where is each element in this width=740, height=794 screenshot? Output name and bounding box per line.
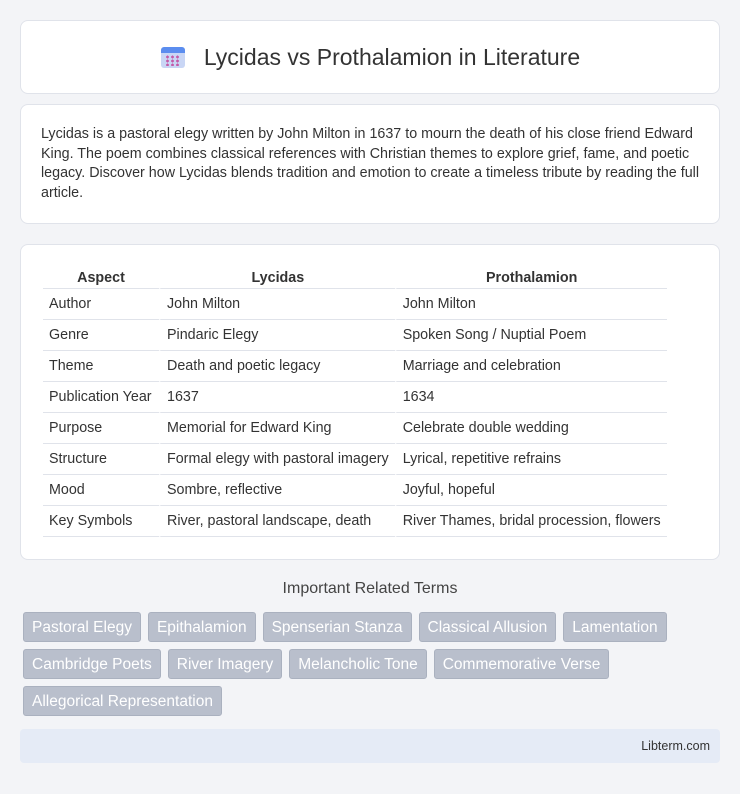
cell-aspect: Structure (43, 444, 159, 475)
book-stack-icon (160, 45, 186, 69)
table-row (43, 413, 667, 444)
tag-allegorical-representation[interactable]: Allegorical Representation (23, 686, 222, 716)
table-header-row (43, 265, 667, 289)
cell-lycidas: Death and poetic legacy (159, 351, 395, 382)
cell-prothalamion: Lyrical, repetitive refrains (395, 444, 667, 475)
cell-prothalamion: Spoken Song / Nuptial Poem (395, 320, 667, 351)
tag-spenserian-stanza[interactable]: Spenserian Stanza (263, 612, 412, 642)
cell-prothalamion: Marriage and celebration (395, 351, 667, 382)
table-row (43, 444, 667, 475)
tag-epithalamion[interactable]: Epithalamion (148, 612, 256, 642)
cell-lycidas: John Milton (159, 289, 395, 320)
cell-prothalamion: John Milton (395, 289, 667, 320)
intro-text: Lycidas is a pastoral elegy written by John Milton in 1637 to mourn the death of his close friend Edward King. The poem combines classical references with Christian themes to explore grief, fame, and poetic legacy. Discover how Lycidas blends tradition and emotion to create a timeless tribute by reading the full article. (41, 126, 700, 201)
cell-aspect: Author (43, 289, 159, 320)
header-prothalamion: Prothalamion (395, 265, 667, 289)
header-lycidas: Lycidas (159, 265, 395, 289)
tag-river-imagery[interactable]: River Imagery (168, 649, 282, 679)
cell-prothalamion: River Thames, bridal procession, flowers (395, 506, 667, 537)
table-row (43, 351, 667, 382)
page-title: Lycidas vs Prothalamion in Literature (203, 43, 581, 70)
tag-classical-allusion[interactable]: Classical Allusion (419, 612, 557, 642)
intro-card (20, 104, 720, 224)
cell-prothalamion: Celebrate double wedding (395, 413, 667, 444)
cell-lycidas: Pindaric Elegy (159, 320, 395, 351)
tag-melancholic-tone[interactable]: Melancholic Tone (289, 649, 426, 679)
comparison-table (43, 265, 667, 537)
table-row (43, 475, 667, 506)
table-row (43, 506, 667, 537)
cell-aspect: Publication Year (43, 382, 159, 413)
footer-site-link[interactable]: Libterm.com (641, 739, 710, 753)
table-row (43, 289, 667, 320)
cell-prothalamion: 1634 (395, 382, 667, 413)
cell-lycidas: Sombre, reflective (159, 475, 395, 506)
table-row (43, 382, 667, 413)
cell-lycidas: River, pastoral landscape, death (159, 506, 395, 537)
title-card (20, 20, 720, 94)
cell-aspect: Purpose (43, 413, 159, 444)
cell-lycidas: 1637 (159, 382, 395, 413)
cell-lycidas: Memorial for Edward King (159, 413, 395, 444)
table-row (43, 320, 667, 351)
related-terms-list (23, 612, 723, 716)
cell-aspect: Key Symbols (43, 506, 159, 537)
tag-pastoral-elegy[interactable]: Pastoral Elegy (23, 612, 141, 642)
tag-cambridge-poets[interactable]: Cambridge Poets (23, 649, 161, 679)
related-terms-title: Important Related Terms (282, 580, 458, 597)
cell-aspect: Genre (43, 320, 159, 351)
footer (20, 729, 720, 763)
tag-lamentation[interactable]: Lamentation (563, 612, 666, 642)
cell-aspect: Theme (43, 351, 159, 382)
comparison-card (20, 244, 720, 560)
cell-prothalamion: Joyful, hopeful (395, 475, 667, 506)
cell-aspect: Mood (43, 475, 159, 506)
tag-commemorative-verse[interactable]: Commemorative Verse (434, 649, 610, 679)
header-aspect: Aspect (43, 265, 159, 289)
cell-lycidas: Formal elegy with pastoral imagery (159, 444, 395, 475)
